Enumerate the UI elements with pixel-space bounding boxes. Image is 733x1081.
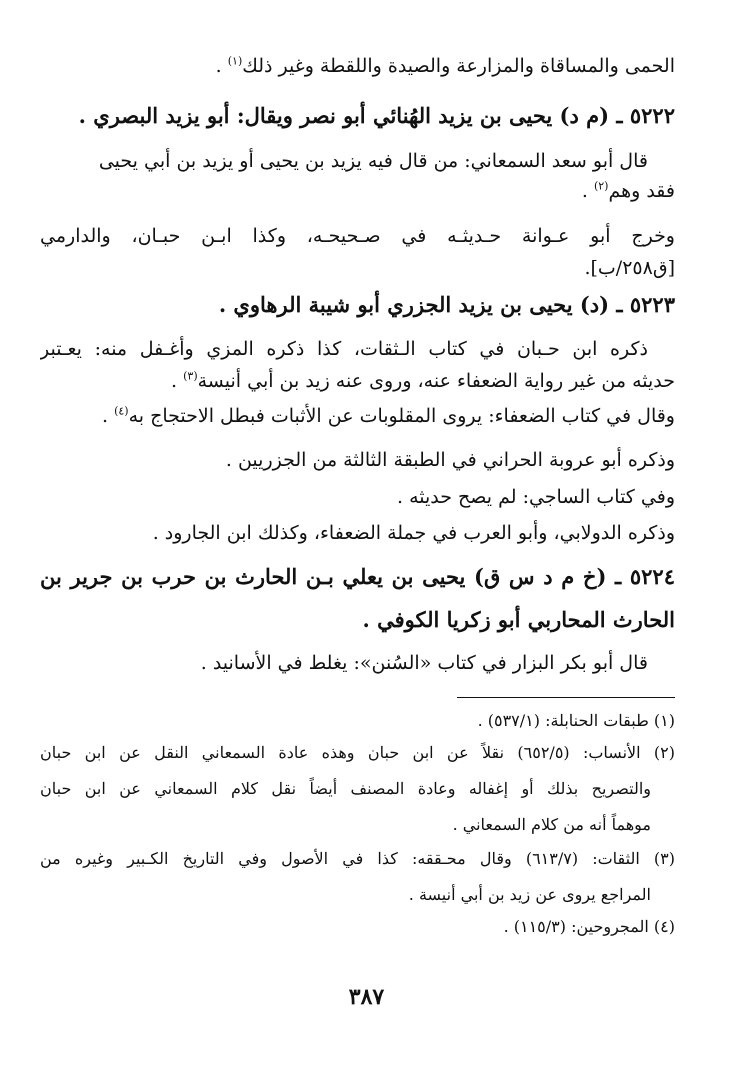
line-tail: . <box>171 370 184 392</box>
entry-5224-heading-1: ٥٢٢٤ ـ (خ م د س ق) يحيى بن يعلي بـن الحارث بن حرب بن جرير بن <box>40 564 675 589</box>
body-line-5: وخرج أبو عـوانة حـديثـه في صـحيحـه، وكذا ابـن حبـان، والدارمي <box>40 225 675 247</box>
footnote-1: (١) طبقات الحنابلة: (٥٣٧/١) . <box>477 711 675 730</box>
footnote-ref-3[interactable]: (٣) <box>183 369 198 383</box>
footnote-ref-4[interactable]: (٤) <box>114 404 129 418</box>
line-text: وقال في كتاب الضعفاء: يروى المقلوبات عن الأثبات فبطل الاحتجاج به <box>128 405 675 427</box>
footnote-2-line-2: والتصريح بذلك أو إغفاله وعادة المصنف أيضاً نقل كلام السمعاني عن ابن حبان <box>40 779 651 798</box>
footnote-ref-1[interactable]: (١) <box>227 54 243 68</box>
body-line-13: وذكره الدولابي، وأبو العرب في جملة الضعفاء، وكذلك ابن الجارود . <box>152 522 675 544</box>
footnote-3-line-2: المراجع يروى عن زيد بن أبي أنيسة . <box>408 885 651 904</box>
body-line-8: ذكره ابن حـبان في كتاب الـثقات، كذا ذكره المزي وأغـفل منه: يعـتبر <box>40 338 648 360</box>
footnote-separator <box>457 697 675 698</box>
body-line-16: قال أبو بكر البزار في كتاب «السُنن»: يغلط في الأسانيد . <box>200 652 648 674</box>
body-line-6: [ق٢٥٨/ب]. <box>584 257 675 279</box>
line-tail: . <box>215 55 228 77</box>
body-line-9 <box>40 366 675 396</box>
page-number: ٣٨٧ <box>348 984 385 1010</box>
body-line-1 <box>40 51 675 81</box>
body-line-3: قال أبو سعد السمعاني: من قال فيه يزيد بن يحيى أو يزيد بن أبي يحيى <box>98 150 648 172</box>
line-tail: . <box>101 405 115 427</box>
footnote-4: (٤) المجروحين: (١١٥/٣) . <box>503 917 675 936</box>
body-line-10 <box>40 401 675 431</box>
footnote-ref-2[interactable]: (٢) <box>593 179 609 193</box>
footnote-3-line-1: (٣) الثقات: (٦١٣/٧) وقال محـققه: كذا في الأصول وفي التاريخ الكـبير وغيره من <box>40 849 675 868</box>
line-text: فقد وهم <box>608 180 675 202</box>
body-line-12: وفي كتاب الساجي: لم يصح حديثه . <box>396 486 675 508</box>
line-text: الحمى والمساقاة والمزارعة والصيدة واللقطة وغير ذلك <box>242 55 675 77</box>
body-line-11: وذكره أبو عروبة الحراني في الطبقة الثالثة من الجزريين . <box>225 449 675 471</box>
line-text: حديثه من غير رواية الضعفاء عنه، وروى عنه زيد بن أبي أنيسة <box>197 370 675 392</box>
entry-5222-heading: ٥٢٢٢ ـ (م د) يحيى بن يزيد الهُنائي أبو نصر ويقال: أبو يزيد البصري . <box>78 103 675 128</box>
entry-5223-heading: ٥٢٢٣ ـ (د) يحيى بن يزيد الجزري أبو شيبة الرهاوي . <box>218 292 675 317</box>
line-tail: . <box>581 180 594 202</box>
footnote-2-line-1: (٢) الأنساب: (٦٥٢/٥) نقلاً عن ابن حبان وهذه عادة السمعاني النقل عن ابن حبان <box>40 743 675 762</box>
entry-5224-heading-2: الحارث المحاربي أبو زكريا الكوفي . <box>362 607 675 632</box>
body-line-4 <box>40 176 675 206</box>
footnote-2-line-3: موهماً أنه من كلام السمعاني . <box>452 815 651 834</box>
